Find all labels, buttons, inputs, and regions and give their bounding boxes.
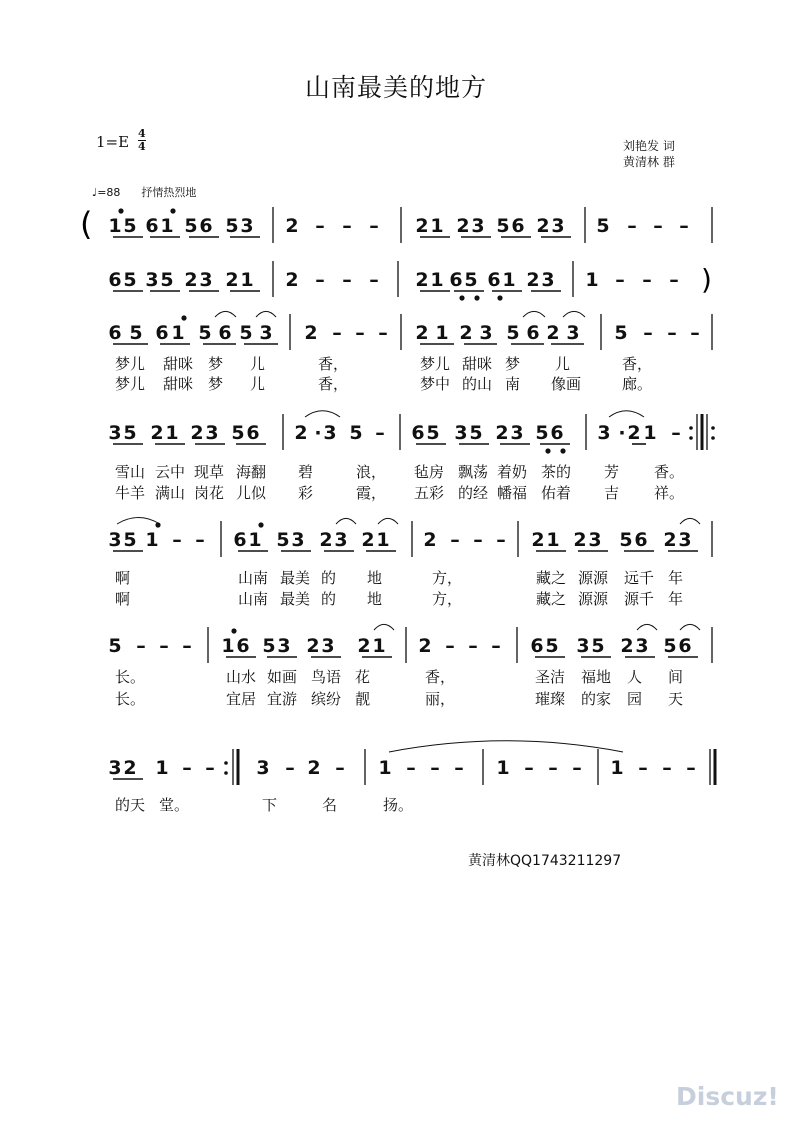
note: 5 xyxy=(591,635,605,657)
lyric-syllable: 山水 xyxy=(226,668,257,686)
note: 5 xyxy=(239,322,253,344)
note: 2 xyxy=(319,529,333,551)
slur xyxy=(336,518,356,524)
dash-note: – xyxy=(335,757,345,779)
lyric-syllable: 的 xyxy=(321,590,337,608)
lyric-syllable: 下 xyxy=(262,796,278,814)
note: 3 xyxy=(576,635,590,657)
dash-note: – xyxy=(473,529,483,551)
dot-below xyxy=(497,295,502,300)
lyric-syllable: 人 xyxy=(627,668,643,686)
note: 6 xyxy=(511,215,525,237)
dash-note: – xyxy=(496,529,506,551)
note: 3 xyxy=(108,757,122,779)
dot-above xyxy=(181,315,186,320)
slur xyxy=(256,311,276,317)
note: 2 xyxy=(306,635,320,657)
note: 3 xyxy=(291,529,305,551)
note: 6 xyxy=(246,422,260,444)
note: 3 xyxy=(597,422,611,444)
lyric-syllable: 名 xyxy=(322,796,338,814)
composer-credit: 黄清林 群 xyxy=(623,155,675,169)
lyric-syllable: 儿 xyxy=(555,355,571,373)
song-title: 山南最美的地方 xyxy=(304,73,487,102)
note: 6 xyxy=(487,269,501,291)
repeat-dot xyxy=(224,761,228,765)
dash-note: – xyxy=(627,215,637,237)
lyric-syllable: 山南 xyxy=(238,590,269,608)
lyric-syllable: 方， xyxy=(432,590,463,608)
lyric-syllable: 芳 xyxy=(604,463,620,481)
lyric-syllable: 扬。 xyxy=(383,796,414,814)
dash-note: – xyxy=(572,757,582,779)
dot-above xyxy=(170,208,175,213)
lyric-syllable: 啊 xyxy=(115,569,131,587)
slur xyxy=(117,517,160,524)
lyric-syllable: 天 xyxy=(668,690,684,708)
note: 5 xyxy=(349,422,363,444)
lyric-syllable: 远千 xyxy=(624,569,655,587)
dot-above xyxy=(231,628,236,633)
lyric-syllable: 彩 xyxy=(298,484,314,502)
dash-note: – xyxy=(375,422,385,444)
lyric-syllable: 雪山 xyxy=(115,463,146,481)
note: 2 xyxy=(663,529,677,551)
note: 2 xyxy=(307,757,321,779)
lyric-syllable: 方， xyxy=(432,569,463,587)
note: 1 xyxy=(546,529,560,551)
note: 6 xyxy=(678,635,692,657)
slur xyxy=(680,624,700,630)
note: 1 xyxy=(610,757,624,779)
lyric-syllable: 如画 xyxy=(267,668,298,686)
dash-note: – xyxy=(342,215,352,237)
note: 3 xyxy=(510,422,524,444)
lyric-syllable: 最美 xyxy=(280,569,311,587)
slur xyxy=(378,518,398,524)
lyric-syllable: 的家 xyxy=(581,690,612,708)
lyric-syllable: 梦儿 xyxy=(420,355,451,373)
dash-note: – xyxy=(491,635,501,657)
slur xyxy=(637,624,657,630)
time-sig-denominator: 4 xyxy=(138,140,146,153)
note: 2 xyxy=(190,422,204,444)
dot-above xyxy=(118,208,123,213)
lyric-syllable: 云中 xyxy=(155,463,186,481)
dash-note: – xyxy=(445,635,455,657)
note: 1 xyxy=(248,529,262,551)
note: 3 xyxy=(551,215,565,237)
dot-below xyxy=(545,448,550,453)
lyric-syllable: 南 xyxy=(505,375,521,393)
lyric-syllable: 香， xyxy=(318,355,349,373)
lyric-syllable: 宜居 xyxy=(226,690,257,708)
dot-below xyxy=(459,295,464,300)
lyric-syllable: 满山 xyxy=(155,484,186,502)
dash-note: – xyxy=(524,757,534,779)
note: 3 xyxy=(678,529,692,551)
lyric-syllable: 现草 xyxy=(194,463,225,481)
lyric-syllable: 年 xyxy=(668,590,684,608)
dash-note: – xyxy=(355,322,365,344)
note: 2 xyxy=(123,757,137,779)
note: 6 xyxy=(218,322,232,344)
dash-note: – xyxy=(342,269,352,291)
lyric-syllable: 鸟语 xyxy=(311,668,342,686)
note: 2 xyxy=(495,422,509,444)
dash-note: – xyxy=(406,757,416,779)
note: 5 xyxy=(464,269,478,291)
note: 2 xyxy=(361,529,375,551)
lyric-syllable: 源千 xyxy=(624,590,655,608)
slur xyxy=(305,411,340,417)
note: 2 xyxy=(225,269,239,291)
note: 2 xyxy=(415,269,429,291)
note: 1 xyxy=(155,757,169,779)
note: 5 xyxy=(262,635,276,657)
note: · xyxy=(314,422,322,444)
dash-note: – xyxy=(332,322,342,344)
dash-note: – xyxy=(653,215,663,237)
dot-below xyxy=(560,448,565,453)
lyric-syllable: 的经 xyxy=(458,484,489,502)
dash-note: – xyxy=(205,757,215,779)
dash-note: – xyxy=(548,757,558,779)
lyric-syllable: 香， xyxy=(622,355,653,373)
dot-below xyxy=(474,295,479,300)
note: 1 xyxy=(160,215,174,237)
lyric-syllable: 飘荡 xyxy=(458,463,489,481)
note: · xyxy=(618,422,626,444)
note: 2 xyxy=(536,215,550,237)
tempo-value: ♩=88 xyxy=(92,186,121,199)
note: 2 xyxy=(459,322,473,344)
note: 3 xyxy=(541,269,555,291)
slur xyxy=(609,411,644,417)
lyric-syllable: 儿 xyxy=(250,375,266,393)
lyric-syllable: 梦儿 xyxy=(115,375,146,393)
lyric-syllable: 甜咪 xyxy=(462,355,493,373)
note: 2 xyxy=(573,529,587,551)
dash-note: – xyxy=(136,635,146,657)
lyric-syllable: 地 xyxy=(367,590,383,608)
note: 2 xyxy=(415,322,429,344)
lyric-syllable: 的天 xyxy=(115,796,146,814)
dash-note: – xyxy=(667,322,677,344)
note: 6 xyxy=(145,215,159,237)
note: 2 xyxy=(415,215,429,237)
lyric-syllable: 碧 xyxy=(298,463,314,481)
note: 3 xyxy=(199,269,213,291)
note: 1 xyxy=(585,269,599,291)
lyric-syllable: 香。 xyxy=(654,463,685,481)
lyric-syllable: 丽， xyxy=(425,690,456,708)
lyric-syllable: 园 xyxy=(627,690,643,708)
note: 1 xyxy=(108,215,122,237)
note: 5 xyxy=(129,322,143,344)
time-sig-numerator: 4 xyxy=(138,127,146,140)
lyric-syllable: 五彩 xyxy=(414,484,445,502)
dash-note: – xyxy=(679,215,689,237)
slur xyxy=(563,311,585,317)
note: 3 xyxy=(256,757,270,779)
footer-contact: 黄清林QQ1743211297 xyxy=(468,853,622,869)
note: 5 xyxy=(225,215,239,237)
lyric-syllable: 年 xyxy=(668,569,684,587)
note: 5 xyxy=(231,422,245,444)
expression-marking: 抒情热烈地 xyxy=(141,186,197,199)
note: 3 xyxy=(588,529,602,551)
lyric-syllable: 堂。 xyxy=(159,796,190,814)
dash-note: – xyxy=(195,529,205,551)
dash-note: – xyxy=(369,269,379,291)
lyric-syllable: 藏之 xyxy=(536,569,567,587)
note: 6 xyxy=(411,422,425,444)
note: 3 xyxy=(108,422,122,444)
lyric-syllable: 甜咪 xyxy=(163,355,194,373)
note: 1 xyxy=(502,269,516,291)
note: 6 xyxy=(530,635,544,657)
note: 6 xyxy=(526,322,540,344)
note: 3 xyxy=(277,635,291,657)
repeat-dot xyxy=(689,436,693,440)
slur xyxy=(215,311,236,317)
note: 2 xyxy=(285,215,299,237)
close-paren: ) xyxy=(701,263,712,296)
lyric-syllable: 浪， xyxy=(356,463,387,481)
lyric-syllable: 源源 xyxy=(578,569,609,587)
note: 5 xyxy=(496,215,510,237)
lyric-syllable: 的 xyxy=(321,569,337,587)
dash-note: – xyxy=(450,529,460,551)
note: 6 xyxy=(449,269,463,291)
note: 5 xyxy=(160,269,174,291)
lyric-syllable: 茶的 xyxy=(541,463,572,481)
lyric-syllable: 靓 xyxy=(355,690,371,708)
dash-note: – xyxy=(642,269,652,291)
dot-above xyxy=(258,522,263,527)
dash-note: – xyxy=(454,757,464,779)
note: 2 xyxy=(357,635,371,657)
note: 2 xyxy=(294,422,308,444)
note: 6 xyxy=(550,422,564,444)
repeat-dot xyxy=(224,771,228,775)
lyricist-credit: 刘艳发 词 xyxy=(623,139,675,153)
lyric-syllable: 璀璨 xyxy=(535,690,566,708)
note: 6 xyxy=(634,529,648,551)
lyric-syllable: 藏之 xyxy=(536,590,567,608)
note: 5 xyxy=(184,215,198,237)
note: 6 xyxy=(108,269,122,291)
dash-note: – xyxy=(159,635,169,657)
note: 6 xyxy=(155,322,169,344)
lyric-syllable: 最美 xyxy=(280,590,311,608)
note: 5 xyxy=(123,269,137,291)
note: 3 xyxy=(108,529,122,551)
slur xyxy=(389,741,623,752)
dash-note: – xyxy=(643,322,653,344)
lyric-syllable: 花 xyxy=(355,668,371,686)
note: 2 xyxy=(546,322,560,344)
note: 2 xyxy=(150,422,164,444)
note: 1 xyxy=(171,322,185,344)
dash-note: – xyxy=(662,757,672,779)
lyric-syllable: 佑着 xyxy=(541,484,572,502)
note: 3 xyxy=(471,215,485,237)
note: 3 xyxy=(334,529,348,551)
lyric-syllable: 圣洁 xyxy=(535,668,566,686)
slur xyxy=(680,518,700,524)
lyric-syllable: 间 xyxy=(668,668,684,686)
lyric-syllable: 像画 xyxy=(551,375,582,393)
note: 3 xyxy=(240,215,254,237)
note: 2 xyxy=(285,269,299,291)
dash-note: – xyxy=(315,215,325,237)
lyric-syllable: 山南 xyxy=(238,569,269,587)
note: 5 xyxy=(198,322,212,344)
note: 5 xyxy=(614,322,628,344)
note: 1 xyxy=(430,215,444,237)
dash-note: – xyxy=(369,215,379,237)
lyric-syllable: 香， xyxy=(425,668,456,686)
dash-note: – xyxy=(285,757,295,779)
lyric-syllable: 幡福 xyxy=(497,484,528,502)
note: 5 xyxy=(123,529,137,551)
note: 1 xyxy=(430,269,444,291)
note: 1 xyxy=(372,635,386,657)
lyric-syllable: 牛羊 xyxy=(115,484,146,502)
dash-note: – xyxy=(671,422,681,444)
repeat-dot xyxy=(711,426,715,430)
note: 3 xyxy=(635,635,649,657)
lyric-syllable: 甜咪 xyxy=(163,375,194,393)
note: 6 xyxy=(108,322,122,344)
note: 1 xyxy=(240,269,254,291)
note: 3 xyxy=(205,422,219,444)
lyric-syllable: 霞， xyxy=(356,484,387,502)
lyric-syllable: 宜游 xyxy=(267,690,298,708)
lyric-syllable: 源源 xyxy=(578,590,609,608)
dash-note: – xyxy=(669,269,679,291)
note: 6 xyxy=(236,635,250,657)
note: 2 xyxy=(531,529,545,551)
repeat-dot xyxy=(689,426,693,430)
note: 5 xyxy=(596,215,610,237)
note: 1 xyxy=(378,757,392,779)
lyric-syllable: 儿 xyxy=(250,355,266,373)
note: 2 xyxy=(184,269,198,291)
note: 2 xyxy=(418,635,432,657)
note: 6 xyxy=(233,529,247,551)
lyric-syllable: 梦中 xyxy=(420,375,451,393)
lyric-syllable: 岗花 xyxy=(194,484,225,502)
lyric-syllable: 长。 xyxy=(115,690,146,708)
note: 1 xyxy=(145,529,159,551)
note: 1 xyxy=(496,757,510,779)
note: 1 xyxy=(376,529,390,551)
note: 5 xyxy=(108,635,122,657)
note: 3 xyxy=(566,322,580,344)
note: 5 xyxy=(545,635,559,657)
note: 2 xyxy=(526,269,540,291)
dash-note: – xyxy=(315,269,325,291)
lyric-syllable: 廊。 xyxy=(622,375,653,393)
note: 3 xyxy=(323,422,337,444)
slur xyxy=(374,624,394,630)
dash-note: – xyxy=(378,322,388,344)
note: 2 xyxy=(620,635,634,657)
dash-note: – xyxy=(690,322,700,344)
lyric-syllable: 梦 xyxy=(208,375,224,393)
open-paren: ( xyxy=(80,205,93,243)
note: 2 xyxy=(456,215,470,237)
lyric-syllable: 地 xyxy=(367,569,383,587)
note: 3 xyxy=(321,635,335,657)
lyric-syllable: 梦 xyxy=(208,355,224,373)
slur xyxy=(523,311,545,317)
dash-note: – xyxy=(182,635,192,657)
lyric-syllable: 祥。 xyxy=(654,484,685,502)
lyric-syllable: 啊 xyxy=(115,590,131,608)
note: 2 xyxy=(304,322,318,344)
dash-note: – xyxy=(615,269,625,291)
dash-note: – xyxy=(182,757,192,779)
lyric-syllable: 吉 xyxy=(604,484,620,502)
lyric-syllable: 儿似 xyxy=(236,484,267,502)
note: 3 xyxy=(259,322,273,344)
lyric-syllable: 香， xyxy=(318,375,349,393)
note: 3 xyxy=(479,322,493,344)
lyric-syllable: 缤纷 xyxy=(311,690,342,708)
note: 2 xyxy=(627,422,641,444)
lyric-syllable: 梦儿 xyxy=(115,355,146,373)
lyric-syllable: 着奶 xyxy=(497,463,528,481)
note: 5 xyxy=(506,322,520,344)
dash-note: – xyxy=(468,635,478,657)
note: 2 xyxy=(423,529,437,551)
note: 5 xyxy=(619,529,633,551)
lyric-syllable: 的山 xyxy=(462,375,493,393)
note: 1 xyxy=(221,635,235,657)
note: 5 xyxy=(276,529,290,551)
note: 3 xyxy=(454,422,468,444)
dash-note: – xyxy=(638,757,648,779)
lyric-syllable: 梦 xyxy=(505,355,521,373)
key-signature: 1=E xyxy=(96,133,130,151)
note: 5 xyxy=(469,422,483,444)
dash-note: – xyxy=(686,757,696,779)
note: 5 xyxy=(426,422,440,444)
note: 1 xyxy=(435,322,449,344)
lyric-syllable: 毡房 xyxy=(414,463,445,481)
note: 6 xyxy=(199,215,213,237)
lyric-syllable: 福地 xyxy=(581,668,612,686)
note: 5 xyxy=(123,422,137,444)
watermark: Discuz! xyxy=(676,1082,779,1111)
lyric-syllable: 海翻 xyxy=(236,463,267,481)
dash-note: – xyxy=(430,757,440,779)
note: 5 xyxy=(123,215,137,237)
note: 1 xyxy=(165,422,179,444)
dash-note: – xyxy=(172,529,182,551)
lyric-syllable: 长。 xyxy=(115,668,146,686)
note: 5 xyxy=(535,422,549,444)
note: 3 xyxy=(145,269,159,291)
note: 1 xyxy=(643,422,657,444)
note: 5 xyxy=(663,635,677,657)
repeat-dot xyxy=(711,436,715,440)
